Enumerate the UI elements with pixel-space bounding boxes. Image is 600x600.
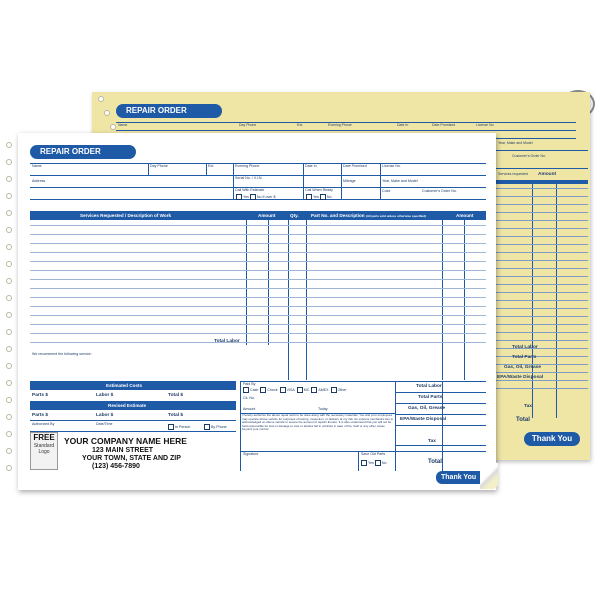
front-rule [395,392,486,393]
company-phone: (123) 456-7890 [92,463,140,470]
back-rule [116,130,576,131]
parts-header [311,211,426,221]
front-rule [395,425,486,426]
back-row-line [496,212,588,213]
back-header-label: Customer's Order No. [512,154,546,158]
back-row-line [496,356,588,357]
checkbox[interactable] [331,387,337,393]
service-row-line [30,315,486,316]
free-standard-logo [30,432,58,470]
company-city: YOUR TOWN, STATE AND ZIP [82,455,181,462]
no-label: No [326,194,332,199]
back-band [496,180,588,184]
front-col-line [206,163,207,175]
back-total-label: Gas, Oil, Grease [504,365,542,370]
front-rule [395,445,486,446]
est-labor-label: Labor $ [96,393,114,398]
checkbox[interactable] [204,424,210,430]
epa-disposal-right: EPA/Waste Disposal [400,417,447,422]
front-rule [30,431,236,432]
qty-header: Qty. [290,213,299,218]
rev-total-label: Total $ [168,413,184,418]
front-thank-you-badge: Thank You [436,471,486,484]
back-header-label: Date Promised [432,123,456,127]
page-curl-corner [480,463,498,489]
authorization-legal-text: I hereby authorize the above repair work to be done along with the necessary materials. You and your employees may operate above vehicle for purposes of testing, inspection, or delivery at my risk. An express mechanics lien is acknowledged on above vehicle to secure the amount of repairs thereto. It is also understood that you will not be held responsible for loss or damage to cars or articles left in vehicles in case of fire, theft or any other cause beyond your control. [242,413,393,432]
payment-methods [243,387,347,393]
perforation-hole [6,159,12,165]
parts-header-text: Part No. and Description [311,213,365,218]
back-total-label: EPA/Waste Disposal [497,375,544,380]
no-label: No [256,194,262,199]
perforation-hole [104,110,110,116]
back-row-line [496,236,588,237]
header-label-customer-order: Customer's Order No. [422,189,457,193]
back-row-line [496,372,588,373]
yes-label: Yes [313,194,319,199]
front-col-line [288,220,289,380]
service-row-line [30,243,486,244]
company-name: YOUR COMPANY NAME HERE [64,436,187,446]
back-row-line [496,340,588,341]
back-row-line [496,380,588,381]
checkbox[interactable] [375,460,381,466]
checkbox[interactable] [306,194,312,200]
back-row-line [496,228,588,229]
perforation-hole [6,414,12,420]
logo-sub-text: Logo [38,449,50,455]
checkbox[interactable] [236,194,242,200]
call-estimate-options [236,194,275,200]
today-label: Today [318,407,328,411]
service-row-line [30,306,486,307]
perforation-hole [6,346,12,352]
back-row-line [496,388,588,389]
back-rule [496,150,588,151]
paid-by-label: Paid By [243,382,256,386]
service-row-line [30,324,486,325]
header-label-license: License No. [382,164,401,168]
save-old-parts-label: Save Old Parts [361,452,386,456]
service-row-line [30,279,486,280]
header-label-call-ready: Call When Ready [305,188,333,192]
back-header-label: Year, Make and Model [498,141,533,145]
back-row-line [496,276,588,277]
front-col-line [341,163,342,199]
perforation-hole [6,329,12,335]
service-row-line [30,297,486,298]
amount-header: Amount [258,213,276,218]
grand-total-right: Total [428,459,442,465]
payment-cash: Cash [250,387,259,392]
save-parts-options [361,460,386,466]
back-header-label: Day Phone [239,123,257,127]
perforation-hole [6,397,12,403]
checkbox[interactable] [320,194,326,200]
tax-right: Tax [428,439,436,444]
header-label-ext: Ext. [208,164,215,168]
front-col-line [395,381,396,471]
rev-parts-label: Parts $ [32,413,48,418]
front-rule [30,420,236,421]
checkbox[interactable] [361,460,367,466]
payment-amex: AMEX [318,387,329,392]
back-row-line [496,308,588,309]
back-row-line [496,252,588,253]
header-label-date-in: Date In [305,164,317,168]
service-row-line [30,234,486,235]
back-row-line [496,268,588,269]
back-total-label: Total Labor [512,345,538,350]
back-row-line [496,244,588,245]
front-col-line [306,220,307,380]
front-col-line [240,381,241,471]
back-total-label: Total [516,417,530,423]
perforation-hole [6,465,12,471]
services-header: Services Requested / Description of Work [80,213,172,218]
yes-label: Yes [368,460,374,465]
signature-label: Signature [243,452,259,456]
logo-free-text: FREE [33,433,55,442]
header-label-day-phone: Day Phone [150,164,168,168]
perforation-hole [6,210,12,216]
service-row-line [30,261,486,262]
checkbox[interactable] [311,387,317,393]
perforation-hole [6,193,12,199]
service-row-line [30,342,486,343]
back-col-line [556,180,557,418]
front-rule [395,414,486,415]
checkbox[interactable] [168,424,174,430]
back-header-label: Date In [397,123,409,127]
back-header-label: License No. [476,123,495,127]
gas-oil-grease-right: Gas, Oil, Grease [408,406,446,411]
back-header-label: Evening Phone [328,123,352,127]
front-col-line [303,163,304,199]
back-total-label: Tax [524,404,532,409]
back-row-line [496,300,588,301]
recommended-note: We recommend the following service: [32,352,92,356]
front-form-title: REPAIR ORDER [30,145,136,159]
perforation-hole [6,295,12,301]
back-row-line [496,196,588,197]
service-row-line [30,252,486,253]
front-rule [395,403,486,404]
header-label-evening-phone: Evening Phone [235,164,260,168]
header-label-name: Name [32,164,42,168]
back-amount-header: Amount [538,172,557,177]
front-col-line [148,163,149,175]
header-label-address: Address [32,179,46,183]
front-col-line [268,220,269,345]
back-rule [496,168,588,169]
header-label-mileage: Mileage [343,179,356,183]
checkbox[interactable] [260,387,266,393]
total-labor-right: Total Labor [416,384,442,389]
perforation-hole [6,312,12,318]
service-row-line [30,225,486,226]
back-services-label: Services requested [498,172,528,176]
back-row-line [496,204,588,205]
by-phone-option [204,424,227,430]
back-header-label: Name [118,123,128,127]
perforation-hole [98,96,104,102]
perforation-hole [6,278,12,284]
front-col-line [246,220,247,345]
checkbox[interactable] [297,387,303,393]
in-person-label: In Person [175,424,191,429]
back-form-title: REPAIR ORDER [116,104,222,118]
back-col-line [532,180,533,418]
front-original-sheet [18,133,496,490]
check-no-label: Ck. No. [243,396,255,400]
perforation-hole [6,380,12,386]
header-label-date-promised: Date Promised [343,164,367,168]
est-total-label: Total $ [168,393,184,398]
service-row-line [30,333,486,334]
back-row-line [496,324,588,325]
back-row-line [496,348,588,349]
date-time-label: Date/Time [96,422,113,426]
revised-header: Revised Estimate [108,403,147,408]
header-label-serial: Serial No. / V.I.N. [235,176,263,180]
header-label-year-make-model: Year, Make and Model [382,179,418,183]
back-header-label: Ext. [297,123,304,127]
header-label-call-estimate: Call With Estimate [235,188,265,192]
checkbox[interactable] [243,387,249,393]
amount-small-label: Amount [243,407,256,411]
back-row-line [496,188,588,189]
perforation-hole [6,448,12,454]
payment-check: Check [267,387,278,392]
header-label-color: Color [382,189,391,193]
service-row-line [30,270,486,271]
parts-amount-header: Amount [456,213,474,218]
rev-labor-label: Labor $ [96,413,114,418]
payment-mc: MC [303,387,310,392]
perforation-hole [6,176,12,182]
back-row-line [496,316,588,317]
parts-note: (All parts sold unless otherwise specified) [365,214,426,218]
front-rule [240,381,486,382]
company-street: 123 MAIN STREET [92,447,154,454]
perforation-hole [6,244,12,250]
yes-label: Yes [243,194,249,199]
perforation-hole [6,363,12,369]
front-col-line [380,163,381,199]
back-thank-you-badge: Thank You [524,432,580,446]
back-total-label: Total Parts [512,355,537,360]
front-col-line [464,220,465,380]
payment-visa: VISA [286,387,295,392]
back-row-line [496,332,588,333]
authorized-by-label: Authorized By [32,422,55,426]
checkbox[interactable] [250,194,256,200]
service-row-line [30,288,486,289]
estimate-header: Estimated Costs [106,383,142,388]
checkbox[interactable] [280,387,286,393]
est-parts-label: Parts $ [32,393,48,398]
perforation-hole [6,431,12,437]
no-label: No [381,460,387,465]
logo-sub-text: Standard [33,443,55,449]
perforation-hole [6,261,12,267]
total-labor-label: Total Labor [214,339,240,344]
back-row-line [496,292,588,293]
in-person-option [168,424,190,430]
front-col-line [442,220,443,380]
by-phone-label: By Phone [211,424,227,429]
perforation-hole [110,124,116,130]
perforation-hole [6,142,12,148]
payment-other: Other [337,387,347,392]
perforation-hole [6,227,12,233]
call-ready-options [306,194,331,200]
back-row-line [496,284,588,285]
back-row-line [496,220,588,221]
total-parts-right: Total Parts [418,395,443,400]
if-over-label: If over $ [262,194,276,199]
front-col-line [233,163,234,199]
back-row-line [496,260,588,261]
front-col-line [358,451,359,471]
